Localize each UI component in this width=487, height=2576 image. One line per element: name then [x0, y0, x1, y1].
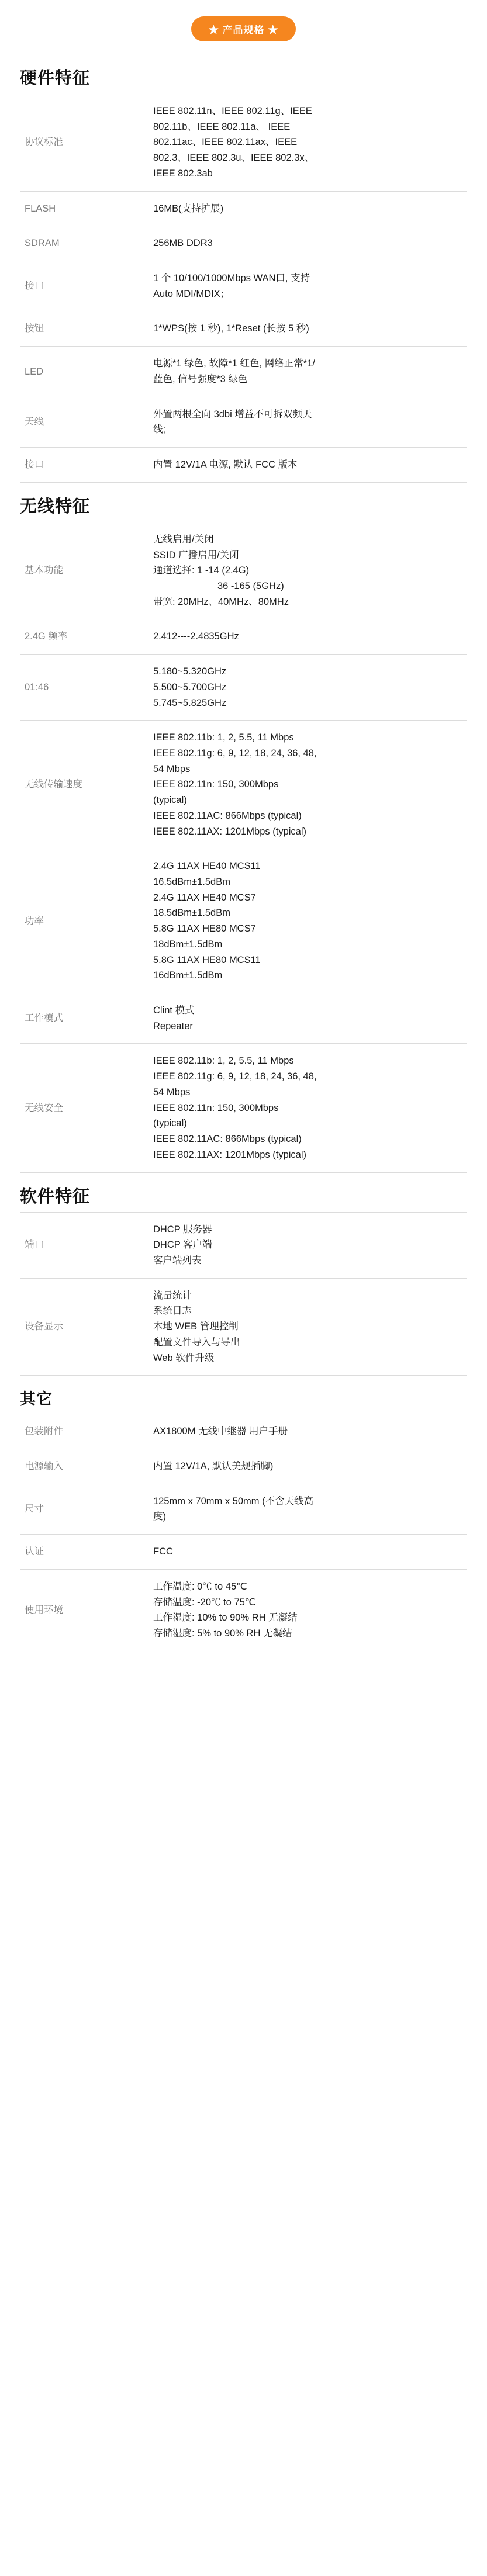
spec-table-hardware	[20, 94, 467, 483]
spec-value-line: Web 软件升级	[153, 1352, 215, 1363]
spec-value-line: Clint 模式	[153, 1005, 195, 1016]
spec-value	[143, 849, 467, 993]
table-row	[20, 191, 467, 226]
table-row	[20, 1414, 467, 1449]
table-row	[20, 1569, 467, 1651]
spec-key: 协议标准	[20, 94, 143, 192]
spec-value-line: IEEE 802.11b: 1, 2, 5.5, 11 Mbps	[153, 1055, 294, 1067]
section-title-software: 软件特征	[20, 1187, 91, 1206]
spec-key: 功率	[20, 849, 143, 993]
spec-value-line: 带宽: 20MHz、40MHz、80MHz	[153, 596, 289, 607]
spec-key: 使用环境	[20, 1569, 143, 1651]
table-row	[20, 1449, 467, 1484]
spec-value	[143, 191, 467, 226]
spec-value	[143, 397, 467, 447]
table-row	[20, 1484, 467, 1534]
table-row	[20, 849, 467, 993]
spec-value	[143, 993, 467, 1044]
spec-key: 01:46	[20, 655, 143, 721]
spec-key: SDRAM	[20, 226, 143, 261]
spec-value	[143, 261, 467, 311]
table-row	[20, 721, 467, 849]
spec-key: 无线传输速度	[20, 721, 143, 849]
table-row	[20, 448, 467, 483]
spec-value-line: 5.8G 11AX HE80 MCS7	[153, 923, 256, 934]
spec-value	[143, 1278, 467, 1376]
product-spec-badge-wrap	[0, 0, 487, 54]
spec-value-line: 18dBm±1.5dBm	[153, 939, 223, 950]
spec-value-line: 802.3、IEEE 802.3u、IEEE 802.3x、	[153, 153, 315, 164]
spec-value-line: IEEE 802.11AC: 866Mbps (typical)	[153, 810, 302, 821]
spec-value-line: (typical)	[153, 795, 187, 806]
spec-value	[143, 226, 467, 261]
spec-key: 无线安全	[20, 1044, 143, 1172]
spec-table-wireless	[20, 522, 467, 1173]
spec-value-line: 54 Mbps	[153, 763, 191, 774]
spec-value-line: Auto MDI/MDIX；	[153, 288, 230, 299]
spec-value-line: 电源*1 绿色, 故障*1 红色, 网络正常*1/	[153, 358, 315, 369]
spec-value-line: 度)	[153, 1511, 166, 1522]
spec-value	[143, 655, 467, 721]
spec-value-line: 本地 WEB 管理控制	[153, 1321, 239, 1332]
spec-value-line: IEEE 802.11AX: 1201Mbps (typical)	[153, 826, 307, 837]
table-row	[20, 1044, 467, 1172]
spec-value-line: AX1800M 无线中继器 用户手册	[153, 1426, 288, 1437]
spec-value-line: 通道选择: 1 -14 (2.4G)	[153, 565, 250, 576]
spec-key: 基本功能	[20, 522, 143, 619]
spec-key: 电源输入	[20, 1449, 143, 1484]
table-row	[20, 522, 467, 619]
spec-value	[143, 1414, 467, 1449]
spec-value-line: (typical)	[153, 1118, 187, 1129]
spec-key: 2.4G 频率	[20, 619, 143, 655]
table-row	[20, 1278, 467, 1376]
spec-key: 认证	[20, 1535, 143, 1570]
section-title-hardware: 硬件特征	[20, 69, 91, 88]
spec-value-line: IEEE 802.11AX: 1201Mbps (typical)	[153, 1149, 307, 1160]
table-row	[20, 1535, 467, 1570]
spec-value-line: 802.11b、IEEE 802.11a、 IEEE	[153, 121, 291, 132]
spec-value	[143, 448, 467, 483]
spec-key: 工作模式	[20, 993, 143, 1044]
spec-key: FLASH	[20, 191, 143, 226]
spec-value	[143, 1449, 467, 1484]
spec-value-line: 存储温度: -20℃ to 75℃	[153, 1597, 256, 1608]
spec-value-line: IEEE 802.11AC: 866Mbps (typical)	[153, 1134, 302, 1145]
spec-value	[143, 1044, 467, 1172]
table-row	[20, 94, 467, 192]
spec-value-line: 流量统计	[153, 1290, 192, 1301]
spec-table-software	[20, 1212, 467, 1376]
spec-value	[143, 522, 467, 619]
spec-value	[143, 94, 467, 192]
spec-value-line: 配置文件导入与导出	[153, 1337, 240, 1348]
spec-key: 包装附件	[20, 1414, 143, 1449]
spec-value-line: 1*WPS(按 1 秒), 1*Reset (长按 5 秒)	[153, 323, 309, 334]
spec-value-line: 1 个 10/100/1000Mbps WAN口, 支持	[153, 273, 310, 284]
spec-value-line: IEEE 802.11n: 150, 300Mbps	[153, 1102, 279, 1113]
table-row	[20, 1212, 467, 1278]
spec-value-line: 5.180~5.320GHz	[153, 666, 227, 677]
table-row	[20, 347, 467, 397]
spec-table-other	[20, 1414, 467, 1651]
spec-value-line: 16MB(支持扩展)	[153, 203, 224, 214]
product-spec-badge: ★ 产品规格 ★	[191, 16, 296, 41]
spec-value-line: 线;	[153, 424, 166, 435]
spec-value-line: 工作温度: 0℃ to 45℃	[153, 1581, 247, 1592]
spec-value-line: 256MB DDR3	[153, 238, 213, 249]
spec-value-line: 5.500~5.700GHz	[153, 681, 227, 693]
spec-value	[143, 721, 467, 849]
table-row	[20, 655, 467, 721]
spec-value-line: SSID 广播启用/关闭	[153, 549, 239, 560]
spec-value-line: 内置 12V/1A, 默认美规插脚)	[153, 1460, 274, 1471]
spec-value-line: IEEE 802.11n、IEEE 802.11g、IEEE	[153, 106, 312, 116]
spec-value-line: 2.4G 11AX HE40 MCS7	[153, 892, 256, 903]
spec-value	[143, 347, 467, 397]
spec-value-line: 蓝色, 信号强度*3 绿色	[153, 373, 248, 385]
spec-value	[143, 1569, 467, 1651]
table-row	[20, 311, 467, 347]
spec-value-line-indented: 36 -165 (5GHz)	[217, 580, 284, 591]
spec-value-line: IEEE 802.11n: 150, 300Mbps	[153, 779, 279, 790]
spec-value	[143, 1484, 467, 1534]
spec-value-line: 无线启用/关闭	[153, 534, 214, 545]
spec-value-line: IEEE 802.11g: 6, 9, 12, 18, 24, 36, 48,	[153, 1071, 317, 1082]
table-row	[20, 993, 467, 1044]
section-title-wireless: 无线特征	[20, 497, 91, 516]
spec-value-line: 存储湿度: 5% to 90% RH 无凝结	[153, 1628, 292, 1639]
spec-value-line: 内置 12V/1A 电源, 默认 FCC 版本	[153, 459, 298, 470]
spec-value-line: DHCP 服务器	[153, 1224, 212, 1235]
spec-value-line: IEEE 802.11g: 6, 9, 12, 18, 24, 36, 48,	[153, 747, 317, 759]
spec-key: 按钮	[20, 311, 143, 347]
spec-value	[143, 619, 467, 655]
spec-value-line: 2.412----2.4835GHz	[153, 631, 239, 642]
spec-key: LED	[20, 347, 143, 397]
table-row	[20, 261, 467, 311]
table-row	[20, 397, 467, 447]
spec-value-line: IEEE 802.11b: 1, 2, 5.5, 11 Mbps	[153, 732, 294, 743]
table-row	[20, 619, 467, 655]
spec-key: 设备显示	[20, 1278, 143, 1376]
spec-value-line: 18.5dBm±1.5dBm	[153, 908, 230, 919]
spec-key: 端口	[20, 1212, 143, 1278]
spec-value-line: 2.4G 11AX HE40 MCS11	[153, 861, 261, 872]
spec-value-line: 系统日志	[153, 1306, 192, 1317]
spec-value-line: DHCP 客户端	[153, 1239, 212, 1251]
spec-value-line: Repeater	[153, 1020, 193, 1031]
spec-key: 接口	[20, 448, 143, 483]
spec-value-line: 54 Mbps	[153, 1086, 191, 1097]
spec-value-line: 16.5dBm±1.5dBm	[153, 877, 230, 887]
spec-value-line: 5.8G 11AX HE80 MCS11	[153, 954, 261, 965]
table-row	[20, 226, 467, 261]
spec-key: 天线	[20, 397, 143, 447]
spec-value	[143, 311, 467, 347]
spec-value-line: FCC	[153, 1546, 173, 1557]
spec-key: 尺寸	[20, 1484, 143, 1534]
spec-key: 接口	[20, 261, 143, 311]
spec-value-line: IEEE 802.3ab	[153, 168, 213, 179]
spec-value-line: 5.745~5.825GHz	[153, 697, 227, 708]
spec-value	[143, 1212, 467, 1278]
spec-value-line: 802.11ac、IEEE 802.11ax、IEEE	[153, 137, 298, 148]
spec-value	[143, 1535, 467, 1570]
spec-value-line: 客户端列表	[153, 1255, 202, 1266]
spec-value-line: 125mm x 70mm x 50mm (不含天线高	[153, 1495, 314, 1507]
section-title-other: 其它	[20, 1390, 53, 1408]
spec-value-line: 工作湿度: 10% to 90% RH 无凝结	[153, 1612, 298, 1623]
spec-value-line: 外置两根全向 3dbi 增益不可拆双频天	[153, 408, 312, 420]
spec-value-line: 16dBm±1.5dBm	[153, 970, 223, 981]
